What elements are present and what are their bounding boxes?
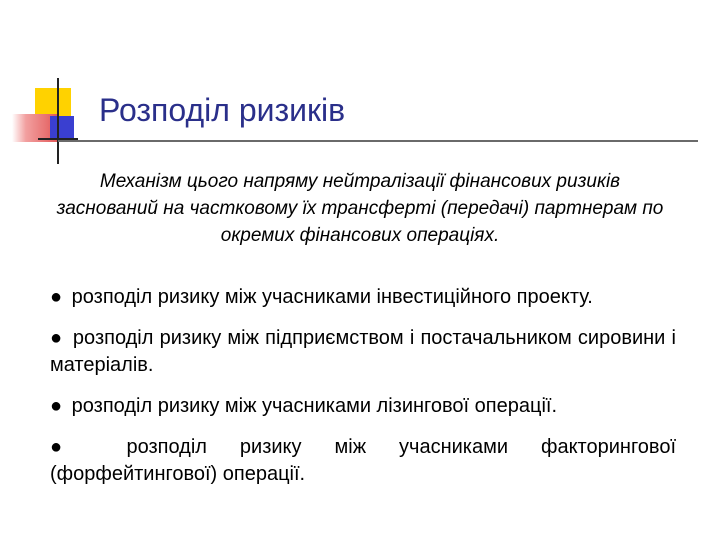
bullet-icon: ● xyxy=(50,395,63,417)
list-item xyxy=(50,393,676,420)
blue-square-decoration xyxy=(50,116,74,140)
list-item xyxy=(50,284,676,311)
slide-logo-decoration xyxy=(0,0,720,170)
bullet-list xyxy=(50,284,676,502)
bullet-icon: ● xyxy=(50,436,90,458)
bullet-icon: ● xyxy=(50,327,63,349)
list-item-text: розподіл ризику між учасниками лізингової операції. xyxy=(71,395,557,417)
title-underline xyxy=(58,140,698,142)
intro-paragraph: Механізм цього напряму нейтралізації фінансових ризиків заснований на частковому їх трансферті (передачі) партнерам по окремих фінансових операціях. xyxy=(56,171,664,246)
bullet-icon: ● xyxy=(50,286,63,308)
list-item xyxy=(50,325,676,379)
list-item-text: розподіл ризику між учасниками факторингової (форфейтингової) операції. xyxy=(50,436,676,485)
list-item-text: розподіл ризику між учасниками інвестиційного проекту. xyxy=(71,286,593,308)
vertical-line-decoration xyxy=(57,78,59,164)
slide-title: Розподіл ризиків xyxy=(99,92,346,128)
list-item-text: розподіл ризику між підприємством і постачальником сировини і матеріалів. xyxy=(50,327,676,376)
list-item xyxy=(50,434,676,488)
